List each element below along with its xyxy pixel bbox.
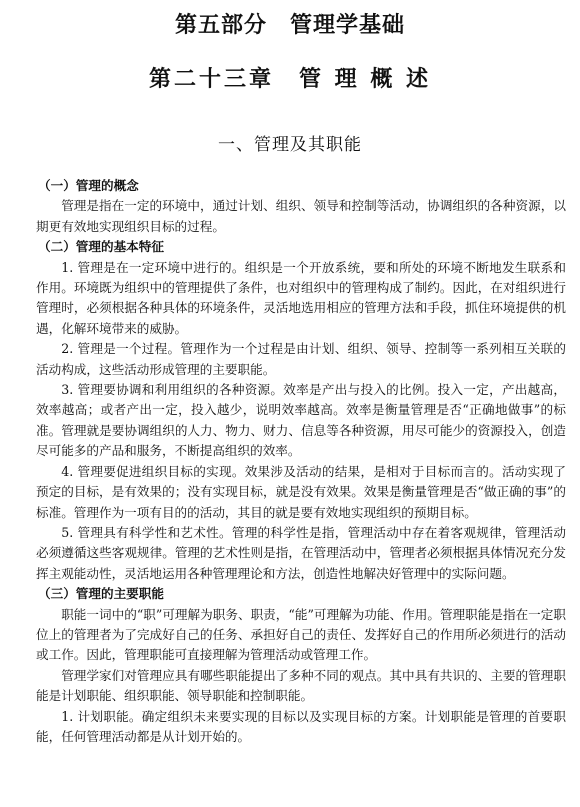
part-title: 第五部分 管理学基础 — [174, 12, 405, 38]
subsection-heading-concept: （一）管理的概念 — [38, 178, 139, 193]
paragraph: 管理学家们对管理应具有哪些职能提出了多种不同的观点。其中具有共识的、主要的管理职能是计划职能、组织职能、领导职能和控制职能。 — [36, 667, 566, 704]
paragraph: 5. 管理具有科学性和艺术性。管理的科学性是指，管理活动中存在着客观规律，管理活动必须遵循这些客观规律。管理的艺术性则是指，在管理活动中，管理者必须根据具体情况充分发挥主观能动性，灵活地运用各种管理理论和方法，创造性地解决好管理中的实际问题。 — [36, 524, 566, 581]
paragraph: 职能一词中的“职”可理解为职务、职责，“能”可理解为功能、作用。管理职能是指在一定职位上的管理者为了完成好自己的任务、承担好自己的责任、发挥好自己的作用所必须进行的活动或工作。因此，管理职能可直接理解为管理活动或管理工作。 — [36, 606, 566, 663]
document-body — [36, 176, 566, 747]
section-title: 一、管理及其职能 — [218, 135, 362, 155]
paragraph: 2. 管理是一个过程。管理作为一个过程是由计划、组织、领导、控制等一系列相互关联的活动构成，这些活动形成管理的主要职能。 — [36, 341, 566, 377]
paragraph: 管理是指在一定的环境中，通过计划、组织、领导和控制等活动，协调组织的各种资源，以期更有效地实现组织目标的过程。 — [36, 198, 566, 234]
paragraph: 3. 管理要协调和利用组织的各种资源。效率是产出与投入的比例。投入一定，产出越高，效率越高；或者产出一定，投入越少，说明效率越高。效率是衡量管理是否“正确地做事”的标准。管理就是要协调组织的人力、物力、财力、信息等各种资源，用尽可能少的资源投入，创造尽可能多的产品和服务，不断提高组织的效率。 — [36, 382, 566, 459]
chapter-title: 第二十三章 管 理 概 述 — [149, 66, 431, 92]
paragraph: 1. 计划职能。确定组织未来要实现的目标以及实现目标的方案。计划职能是管理的首要职能，任何管理活动都是从计划开始的。 — [36, 708, 566, 744]
subsection-heading-functions: （三）管理的主要职能 — [38, 586, 164, 602]
subsection-heading-features: （二）管理的基本特征 — [38, 239, 164, 255]
paragraph: 1. 管理是在一定环境中进行的。组织是一个开放系统，要和所处的环境不断地发生联系和作用。环境既为组织中的管理提供了条件，也对组织中的管理构成了制约。因此，在对组织进行管理时，必须根据各种具体的环境条件，灵活地选用相应的管理方法和手段，抓住环境提供的机遇，化解环境带来的威胁。 — [36, 259, 566, 336]
paragraph: 4. 管理要促进组织目标的实现。效果涉及活动的结果，是相对于目标而言的。活动实现了预定的目标，是有效果的；没有实现目标，就是没有效果。效果是衡量管理是否“做正确的事”的标准。管理作为一项有目的的活动，其目的就是要有效地实现组织的预期目标。 — [36, 463, 566, 520]
